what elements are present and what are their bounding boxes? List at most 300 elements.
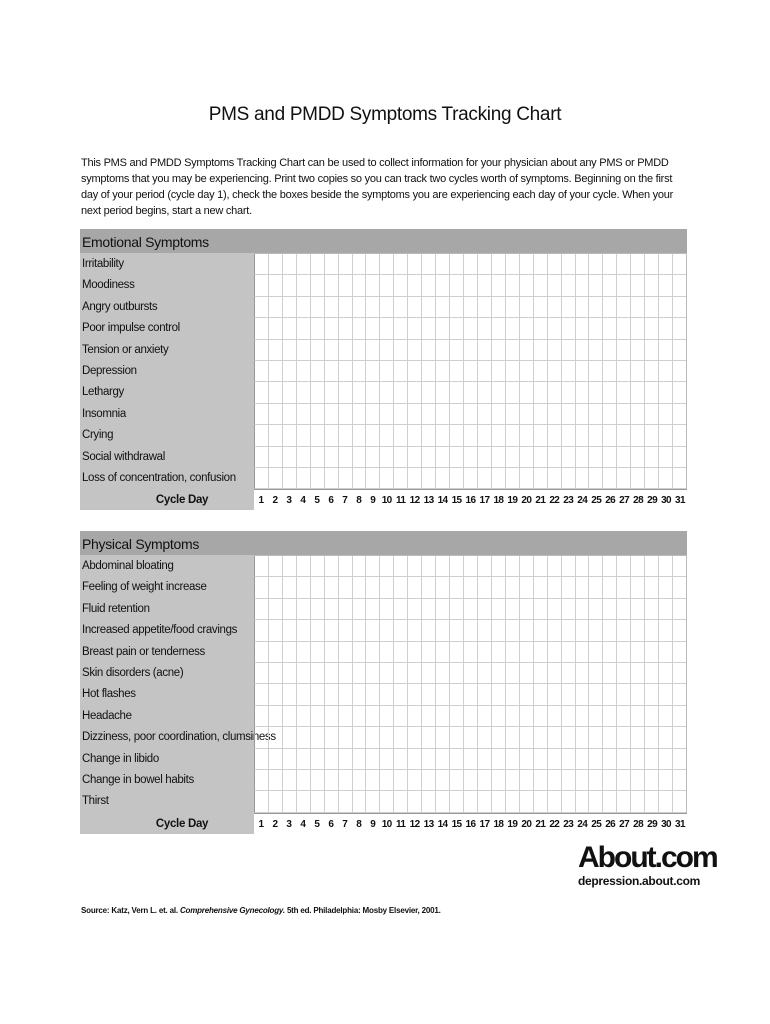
symptom-checkbox[interactable] [282, 577, 296, 598]
symptom-checkbox[interactable] [519, 577, 533, 598]
symptom-checkbox[interactable] [379, 749, 393, 770]
symptom-checkbox[interactable] [588, 684, 602, 705]
symptom-checkbox[interactable] [561, 447, 575, 468]
symptom-checkbox[interactable] [393, 749, 407, 770]
symptom-checkbox[interactable] [533, 361, 547, 382]
symptom-checkbox[interactable] [449, 577, 463, 598]
symptom-checkbox[interactable] [630, 404, 644, 425]
symptom-checkbox[interactable] [282, 382, 296, 403]
symptom-checkbox[interactable] [477, 382, 491, 403]
symptom-checkbox[interactable] [310, 642, 324, 663]
symptom-checkbox[interactable] [477, 599, 491, 620]
symptom-checkbox[interactable] [421, 382, 435, 403]
symptom-checkbox[interactable] [379, 447, 393, 468]
symptom-checkbox[interactable] [254, 684, 268, 705]
symptom-checkbox[interactable] [296, 447, 310, 468]
symptom-checkbox[interactable] [421, 599, 435, 620]
symptom-checkbox[interactable] [630, 791, 644, 812]
symptom-checkbox[interactable] [588, 468, 602, 489]
symptom-checkbox[interactable] [296, 770, 310, 791]
symptom-checkbox[interactable] [407, 642, 421, 663]
symptom-checkbox[interactable] [268, 663, 282, 684]
symptom-checkbox[interactable] [547, 254, 561, 275]
symptom-checkbox[interactable] [477, 447, 491, 468]
symptom-checkbox[interactable] [282, 727, 296, 748]
symptom-checkbox[interactable] [505, 727, 519, 748]
symptom-checkbox[interactable] [602, 382, 616, 403]
symptom-checkbox[interactable] [365, 577, 379, 598]
symptom-checkbox[interactable] [268, 642, 282, 663]
symptom-checkbox[interactable] [505, 382, 519, 403]
symptom-checkbox[interactable] [588, 382, 602, 403]
symptom-checkbox[interactable] [393, 382, 407, 403]
symptom-checkbox[interactable] [407, 620, 421, 641]
symptom-checkbox[interactable] [588, 599, 602, 620]
symptom-checkbox[interactable] [519, 791, 533, 812]
symptom-checkbox[interactable] [310, 361, 324, 382]
symptom-checkbox[interactable] [463, 275, 477, 296]
symptom-checkbox[interactable] [491, 318, 505, 339]
symptom-checkbox[interactable] [282, 791, 296, 812]
symptom-checkbox[interactable] [324, 382, 338, 403]
symptom-checkbox[interactable] [296, 620, 310, 641]
symptom-checkbox[interactable] [407, 599, 421, 620]
symptom-checkbox[interactable] [616, 297, 630, 318]
symptom-checkbox[interactable] [519, 297, 533, 318]
symptom-checkbox[interactable] [365, 340, 379, 361]
symptom-checkbox[interactable] [282, 556, 296, 577]
symptom-checkbox[interactable] [352, 727, 366, 748]
symptom-checkbox[interactable] [630, 642, 644, 663]
symptom-checkbox[interactable] [379, 275, 393, 296]
symptom-checkbox[interactable] [296, 318, 310, 339]
symptom-checkbox[interactable] [421, 706, 435, 727]
symptom-checkbox[interactable] [338, 254, 352, 275]
symptom-checkbox[interactable] [449, 599, 463, 620]
symptom-checkbox[interactable] [393, 318, 407, 339]
symptom-checkbox[interactable] [672, 318, 686, 339]
symptom-checkbox[interactable] [463, 684, 477, 705]
symptom-checkbox[interactable] [491, 447, 505, 468]
symptom-checkbox[interactable] [296, 599, 310, 620]
symptom-checkbox[interactable] [547, 770, 561, 791]
symptom-checkbox[interactable] [561, 468, 575, 489]
symptom-checkbox[interactable] [352, 791, 366, 812]
symptom-checkbox[interactable] [310, 318, 324, 339]
symptom-checkbox[interactable] [352, 425, 366, 446]
symptom-checkbox[interactable] [505, 620, 519, 641]
symptom-checkbox[interactable] [435, 791, 449, 812]
symptom-checkbox[interactable] [296, 254, 310, 275]
symptom-checkbox[interactable] [602, 340, 616, 361]
symptom-checkbox[interactable] [588, 447, 602, 468]
symptom-checkbox[interactable] [644, 663, 658, 684]
symptom-checkbox[interactable] [616, 791, 630, 812]
symptom-checkbox[interactable] [393, 468, 407, 489]
symptom-checkbox[interactable] [644, 706, 658, 727]
symptom-checkbox[interactable] [282, 706, 296, 727]
symptom-checkbox[interactable] [365, 620, 379, 641]
symptom-checkbox[interactable] [491, 340, 505, 361]
symptom-checkbox[interactable] [310, 684, 324, 705]
symptom-checkbox[interactable] [435, 382, 449, 403]
symptom-checkbox[interactable] [533, 791, 547, 812]
symptom-checkbox[interactable] [644, 425, 658, 446]
symptom-checkbox[interactable] [254, 275, 268, 296]
symptom-checkbox[interactable] [282, 663, 296, 684]
symptom-checkbox[interactable] [324, 663, 338, 684]
symptom-checkbox[interactable] [672, 599, 686, 620]
symptom-checkbox[interactable] [463, 663, 477, 684]
symptom-checkbox[interactable] [365, 749, 379, 770]
symptom-checkbox[interactable] [407, 706, 421, 727]
symptom-checkbox[interactable] [365, 425, 379, 446]
symptom-checkbox[interactable] [533, 599, 547, 620]
symptom-checkbox[interactable] [324, 361, 338, 382]
symptom-checkbox[interactable] [644, 749, 658, 770]
symptom-checkbox[interactable] [547, 361, 561, 382]
symptom-checkbox[interactable] [533, 620, 547, 641]
symptom-checkbox[interactable] [672, 468, 686, 489]
symptom-checkbox[interactable] [491, 468, 505, 489]
symptom-checkbox[interactable] [575, 706, 589, 727]
symptom-checkbox[interactable] [324, 727, 338, 748]
symptom-checkbox[interactable] [519, 770, 533, 791]
symptom-checkbox[interactable] [519, 684, 533, 705]
symptom-checkbox[interactable] [407, 297, 421, 318]
symptom-checkbox[interactable] [491, 404, 505, 425]
symptom-checkbox[interactable] [421, 749, 435, 770]
symptom-checkbox[interactable] [421, 577, 435, 598]
symptom-checkbox[interactable] [324, 254, 338, 275]
symptom-checkbox[interactable] [672, 663, 686, 684]
symptom-checkbox[interactable] [533, 706, 547, 727]
symptom-checkbox[interactable] [575, 791, 589, 812]
symptom-checkbox[interactable] [505, 556, 519, 577]
symptom-checkbox[interactable] [658, 254, 672, 275]
symptom-checkbox[interactable] [393, 663, 407, 684]
symptom-checkbox[interactable] [352, 599, 366, 620]
symptom-checkbox[interactable] [616, 770, 630, 791]
symptom-checkbox[interactable] [477, 275, 491, 296]
symptom-checkbox[interactable] [310, 791, 324, 812]
symptom-checkbox[interactable] [491, 297, 505, 318]
symptom-checkbox[interactable] [463, 620, 477, 641]
symptom-checkbox[interactable] [658, 318, 672, 339]
symptom-checkbox[interactable] [379, 382, 393, 403]
symptom-checkbox[interactable] [254, 577, 268, 598]
symptom-checkbox[interactable] [477, 577, 491, 598]
symptom-checkbox[interactable] [268, 599, 282, 620]
symptom-checkbox[interactable] [561, 642, 575, 663]
symptom-checkbox[interactable] [365, 361, 379, 382]
symptom-checkbox[interactable] [407, 684, 421, 705]
symptom-checkbox[interactable] [310, 382, 324, 403]
symptom-checkbox[interactable] [561, 340, 575, 361]
symptom-checkbox[interactable] [672, 749, 686, 770]
symptom-checkbox[interactable] [379, 791, 393, 812]
symptom-checkbox[interactable] [296, 749, 310, 770]
symptom-checkbox[interactable] [435, 749, 449, 770]
symptom-checkbox[interactable] [547, 382, 561, 403]
symptom-checkbox[interactable] [268, 684, 282, 705]
symptom-checkbox[interactable] [421, 727, 435, 748]
symptom-checkbox[interactable] [547, 297, 561, 318]
symptom-checkbox[interactable] [435, 254, 449, 275]
symptom-checkbox[interactable] [463, 791, 477, 812]
symptom-checkbox[interactable] [268, 318, 282, 339]
symptom-checkbox[interactable] [672, 425, 686, 446]
symptom-checkbox[interactable] [561, 361, 575, 382]
symptom-checkbox[interactable] [561, 770, 575, 791]
symptom-checkbox[interactable] [352, 297, 366, 318]
symptom-checkbox[interactable] [491, 706, 505, 727]
symptom-checkbox[interactable] [449, 556, 463, 577]
symptom-checkbox[interactable] [491, 382, 505, 403]
symptom-checkbox[interactable] [644, 361, 658, 382]
symptom-checkbox[interactable] [324, 684, 338, 705]
symptom-checkbox[interactable] [463, 404, 477, 425]
symptom-checkbox[interactable] [379, 620, 393, 641]
symptom-checkbox[interactable] [561, 556, 575, 577]
symptom-checkbox[interactable] [658, 684, 672, 705]
symptom-checkbox[interactable] [519, 556, 533, 577]
symptom-checkbox[interactable] [533, 468, 547, 489]
symptom-checkbox[interactable] [588, 727, 602, 748]
symptom-checkbox[interactable] [547, 577, 561, 598]
symptom-checkbox[interactable] [365, 404, 379, 425]
symptom-checkbox[interactable] [477, 297, 491, 318]
symptom-checkbox[interactable] [463, 468, 477, 489]
symptom-checkbox[interactable] [519, 361, 533, 382]
symptom-checkbox[interactable] [491, 275, 505, 296]
symptom-checkbox[interactable] [393, 577, 407, 598]
symptom-checkbox[interactable] [254, 599, 268, 620]
symptom-checkbox[interactable] [421, 254, 435, 275]
symptom-checkbox[interactable] [575, 404, 589, 425]
symptom-checkbox[interactable] [254, 642, 268, 663]
symptom-checkbox[interactable] [533, 770, 547, 791]
symptom-checkbox[interactable] [477, 556, 491, 577]
symptom-checkbox[interactable] [421, 275, 435, 296]
symptom-checkbox[interactable] [505, 254, 519, 275]
symptom-checkbox[interactable] [630, 340, 644, 361]
symptom-checkbox[interactable] [561, 727, 575, 748]
symptom-checkbox[interactable] [338, 318, 352, 339]
symptom-checkbox[interactable] [588, 254, 602, 275]
symptom-checkbox[interactable] [268, 340, 282, 361]
symptom-checkbox[interactable] [254, 791, 268, 812]
symptom-checkbox[interactable] [575, 382, 589, 403]
symptom-checkbox[interactable] [672, 770, 686, 791]
symptom-checkbox[interactable] [547, 620, 561, 641]
symptom-checkbox[interactable] [658, 382, 672, 403]
symptom-checkbox[interactable] [365, 254, 379, 275]
symptom-checkbox[interactable] [602, 770, 616, 791]
symptom-checkbox[interactable] [435, 404, 449, 425]
symptom-checkbox[interactable] [338, 382, 352, 403]
symptom-checkbox[interactable] [588, 318, 602, 339]
symptom-checkbox[interactable] [477, 468, 491, 489]
symptom-checkbox[interactable] [379, 468, 393, 489]
symptom-checkbox[interactable] [616, 275, 630, 296]
symptom-checkbox[interactable] [602, 361, 616, 382]
symptom-checkbox[interactable] [407, 340, 421, 361]
symptom-checkbox[interactable] [588, 556, 602, 577]
symptom-checkbox[interactable] [282, 425, 296, 446]
symptom-checkbox[interactable] [491, 791, 505, 812]
symptom-checkbox[interactable] [435, 727, 449, 748]
symptom-checkbox[interactable] [630, 361, 644, 382]
symptom-checkbox[interactable] [658, 770, 672, 791]
symptom-checkbox[interactable] [421, 684, 435, 705]
symptom-checkbox[interactable] [463, 382, 477, 403]
symptom-checkbox[interactable] [658, 468, 672, 489]
symptom-checkbox[interactable] [575, 447, 589, 468]
symptom-checkbox[interactable] [477, 620, 491, 641]
symptom-checkbox[interactable] [519, 340, 533, 361]
symptom-checkbox[interactable] [435, 425, 449, 446]
symptom-checkbox[interactable] [324, 447, 338, 468]
symptom-checkbox[interactable] [379, 318, 393, 339]
symptom-checkbox[interactable] [379, 727, 393, 748]
symptom-checkbox[interactable] [616, 684, 630, 705]
symptom-checkbox[interactable] [588, 642, 602, 663]
symptom-checkbox[interactable] [435, 318, 449, 339]
symptom-checkbox[interactable] [268, 297, 282, 318]
symptom-checkbox[interactable] [296, 791, 310, 812]
symptom-checkbox[interactable] [338, 706, 352, 727]
symptom-checkbox[interactable] [658, 425, 672, 446]
symptom-checkbox[interactable] [338, 749, 352, 770]
symptom-checkbox[interactable] [254, 447, 268, 468]
symptom-checkbox[interactable] [310, 340, 324, 361]
symptom-checkbox[interactable] [435, 770, 449, 791]
symptom-checkbox[interactable] [379, 642, 393, 663]
symptom-checkbox[interactable] [575, 318, 589, 339]
symptom-checkbox[interactable] [588, 620, 602, 641]
symptom-checkbox[interactable] [421, 642, 435, 663]
symptom-checkbox[interactable] [547, 318, 561, 339]
symptom-checkbox[interactable] [435, 642, 449, 663]
symptom-checkbox[interactable] [644, 318, 658, 339]
symptom-checkbox[interactable] [282, 254, 296, 275]
symptom-checkbox[interactable] [477, 749, 491, 770]
symptom-checkbox[interactable] [672, 275, 686, 296]
symptom-checkbox[interactable] [477, 684, 491, 705]
symptom-checkbox[interactable] [310, 447, 324, 468]
symptom-checkbox[interactable] [658, 620, 672, 641]
symptom-checkbox[interactable] [338, 727, 352, 748]
symptom-checkbox[interactable] [588, 577, 602, 598]
symptom-checkbox[interactable] [602, 706, 616, 727]
symptom-checkbox[interactable] [616, 361, 630, 382]
symptom-checkbox[interactable] [672, 727, 686, 748]
symptom-checkbox[interactable] [310, 425, 324, 446]
symptom-checkbox[interactable] [547, 684, 561, 705]
symptom-checkbox[interactable] [561, 706, 575, 727]
symptom-checkbox[interactable] [505, 275, 519, 296]
symptom-checkbox[interactable] [435, 620, 449, 641]
symptom-checkbox[interactable] [505, 425, 519, 446]
symptom-checkbox[interactable] [519, 318, 533, 339]
symptom-checkbox[interactable] [602, 556, 616, 577]
symptom-checkbox[interactable] [435, 706, 449, 727]
symptom-checkbox[interactable] [352, 770, 366, 791]
symptom-checkbox[interactable] [393, 275, 407, 296]
symptom-checkbox[interactable] [505, 318, 519, 339]
symptom-checkbox[interactable] [672, 340, 686, 361]
symptom-checkbox[interactable] [561, 663, 575, 684]
symptom-checkbox[interactable] [616, 749, 630, 770]
symptom-checkbox[interactable] [435, 297, 449, 318]
symptom-checkbox[interactable] [296, 556, 310, 577]
symptom-checkbox[interactable] [393, 254, 407, 275]
symptom-checkbox[interactable] [338, 340, 352, 361]
symptom-checkbox[interactable] [602, 577, 616, 598]
symptom-checkbox[interactable] [630, 275, 644, 296]
symptom-checkbox[interactable] [407, 318, 421, 339]
symptom-checkbox[interactable] [463, 556, 477, 577]
symptom-checkbox[interactable] [477, 642, 491, 663]
symptom-checkbox[interactable] [449, 340, 463, 361]
symptom-checkbox[interactable] [575, 340, 589, 361]
symptom-checkbox[interactable] [588, 275, 602, 296]
symptom-checkbox[interactable] [324, 556, 338, 577]
symptom-checkbox[interactable] [588, 404, 602, 425]
symptom-checkbox[interactable] [491, 254, 505, 275]
symptom-checkbox[interactable] [561, 404, 575, 425]
symptom-checkbox[interactable] [575, 684, 589, 705]
symptom-checkbox[interactable] [644, 254, 658, 275]
symptom-checkbox[interactable] [630, 382, 644, 403]
symptom-checkbox[interactable] [407, 663, 421, 684]
symptom-checkbox[interactable] [575, 275, 589, 296]
symptom-checkbox[interactable] [393, 620, 407, 641]
symptom-checkbox[interactable] [561, 599, 575, 620]
symptom-checkbox[interactable] [658, 275, 672, 296]
symptom-checkbox[interactable] [630, 770, 644, 791]
symptom-checkbox[interactable] [644, 447, 658, 468]
symptom-checkbox[interactable] [644, 727, 658, 748]
symptom-checkbox[interactable] [296, 642, 310, 663]
symptom-checkbox[interactable] [449, 275, 463, 296]
symptom-checkbox[interactable] [672, 642, 686, 663]
symptom-checkbox[interactable] [630, 663, 644, 684]
symptom-checkbox[interactable] [282, 468, 296, 489]
symptom-checkbox[interactable] [519, 447, 533, 468]
symptom-checkbox[interactable] [365, 468, 379, 489]
symptom-checkbox[interactable] [365, 770, 379, 791]
symptom-checkbox[interactable] [519, 425, 533, 446]
symptom-checkbox[interactable] [505, 447, 519, 468]
symptom-checkbox[interactable] [561, 684, 575, 705]
symptom-checkbox[interactable] [338, 770, 352, 791]
symptom-checkbox[interactable] [254, 340, 268, 361]
symptom-checkbox[interactable] [393, 684, 407, 705]
symptom-checkbox[interactable] [561, 254, 575, 275]
symptom-checkbox[interactable] [282, 275, 296, 296]
symptom-checkbox[interactable] [561, 382, 575, 403]
symptom-checkbox[interactable] [575, 361, 589, 382]
symptom-checkbox[interactable] [533, 297, 547, 318]
symptom-checkbox[interactable] [268, 425, 282, 446]
symptom-checkbox[interactable] [505, 642, 519, 663]
symptom-checkbox[interactable] [477, 254, 491, 275]
symptom-checkbox[interactable] [393, 425, 407, 446]
symptom-checkbox[interactable] [310, 663, 324, 684]
symptom-checkbox[interactable] [310, 770, 324, 791]
